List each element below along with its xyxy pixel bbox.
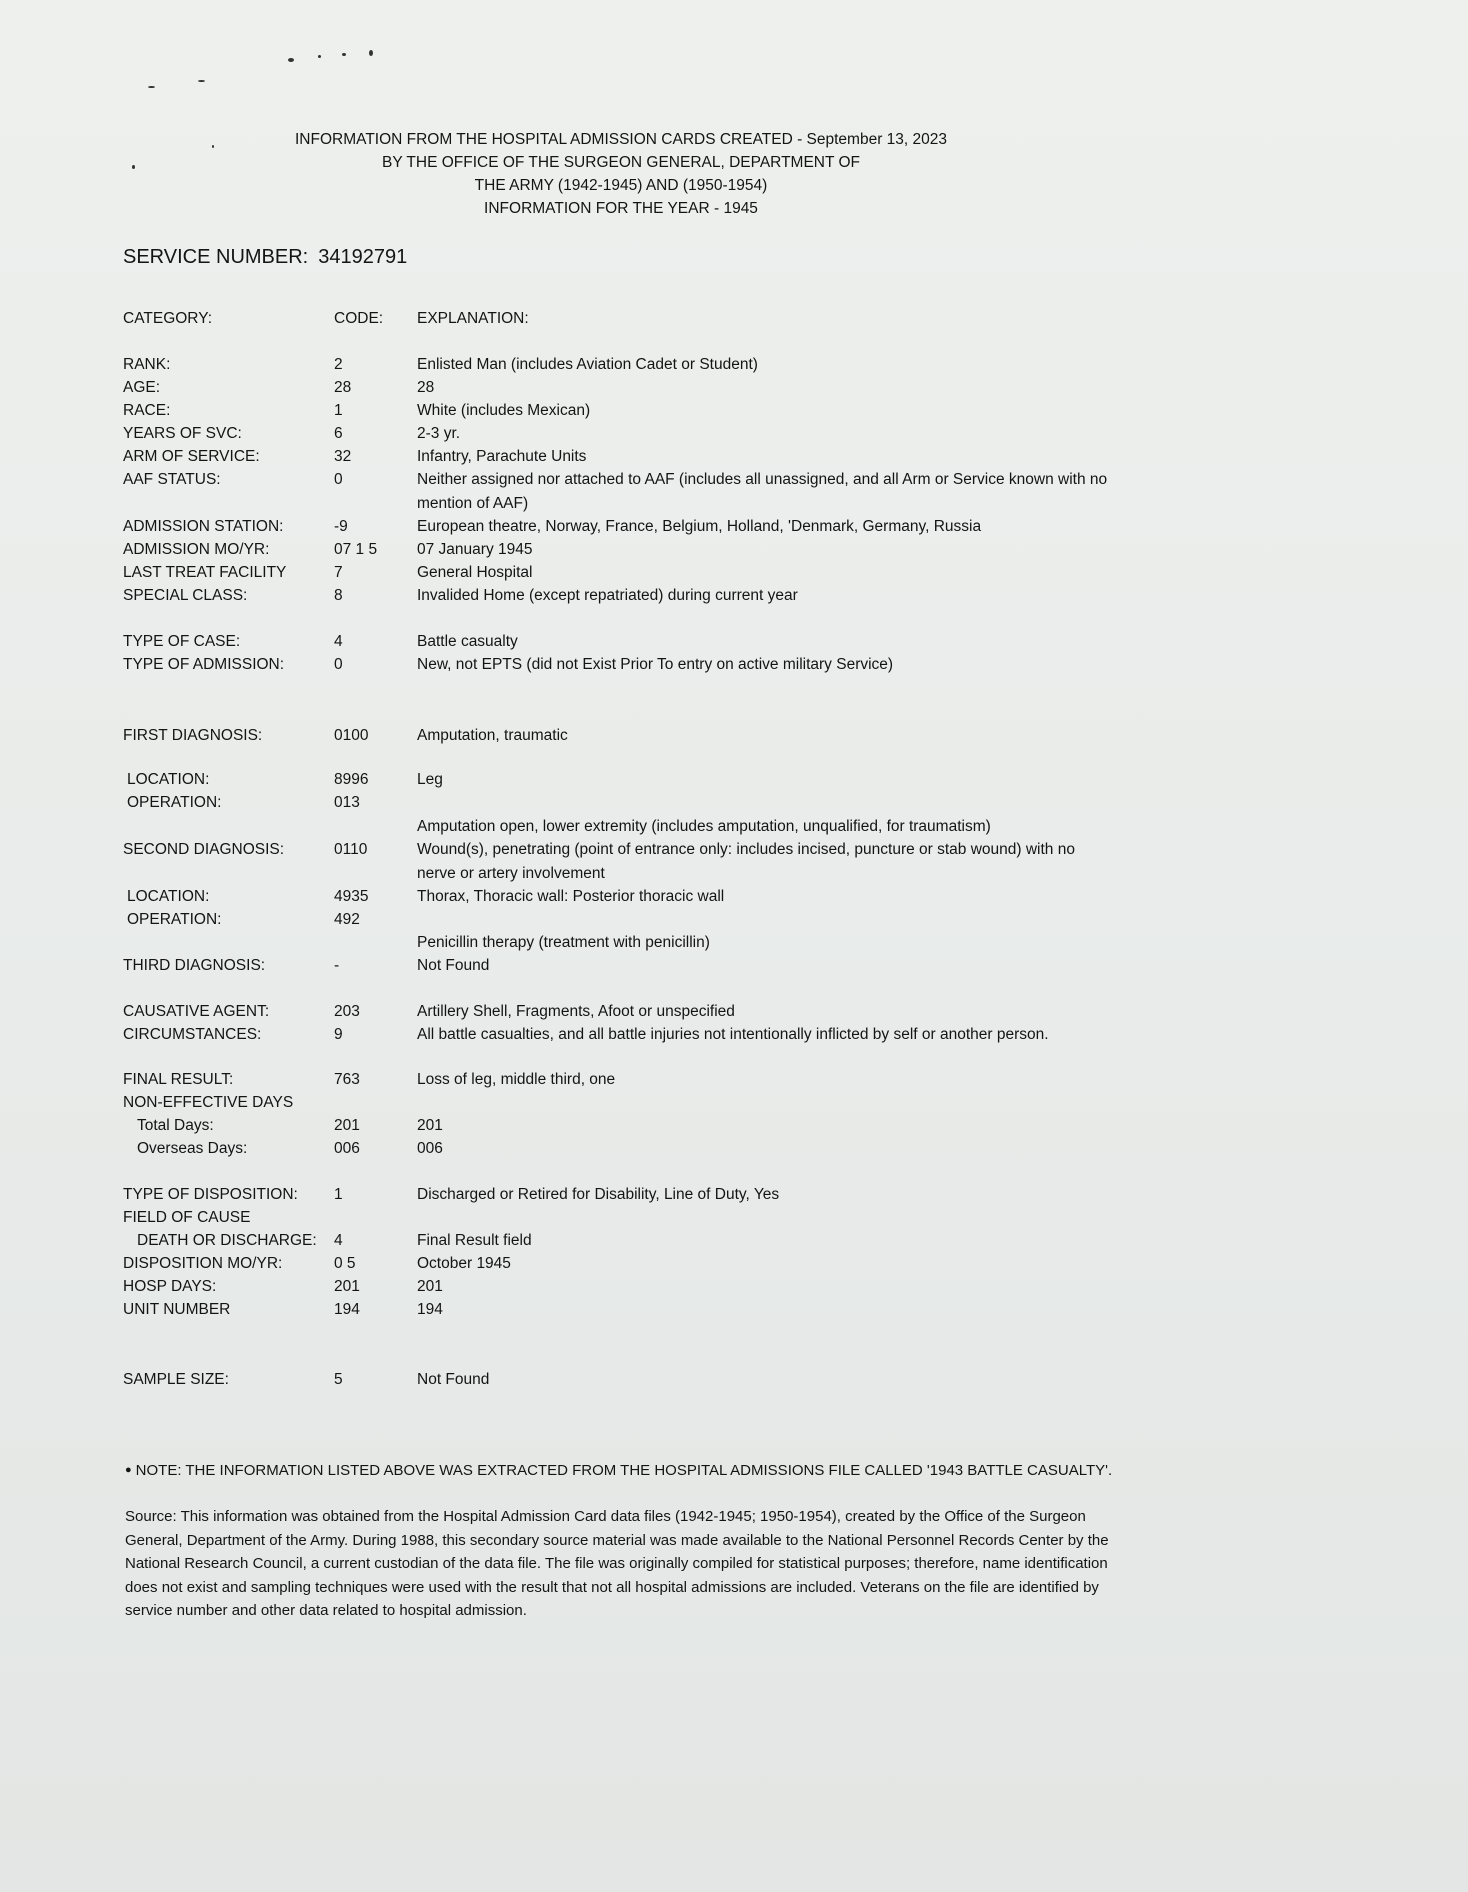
row-category: TYPE OF DISPOSITION:: [123, 1186, 298, 1203]
row-code: 5: [334, 1371, 343, 1388]
row-code: 7: [334, 564, 343, 581]
row-code: 763: [334, 1071, 360, 1088]
row-explanation: 201: [417, 1117, 443, 1134]
row-explanation: Not Found: [417, 1371, 490, 1388]
header-line: THE ARMY (1942-1945) AND (1950-1954): [474, 177, 768, 194]
row-code: 0: [334, 471, 343, 488]
row-category: UNIT NUMBER: [123, 1301, 231, 1318]
row-category: RACE:: [123, 402, 171, 419]
source-paragraph: Source: This information was obtained from the Hospital Admission Card data files (1942-1945; 1950-1954), created by the Office of the Surgeon General, Department of the Army. During 1988, this secondary source material was made available to the National Personnel Records Center by the National Research Council, a current custodian of the data file. The file was originally compiled for statistical purposes; therefore, name identification does not exist and sampling techniques were used with the result that not all hospital admissions are included. Veterans on the file are identified by service number and other data related to hospital admission.: [125, 1508, 1109, 1619]
row-explanation: Invalided Home (except repatriated) during current year: [417, 587, 798, 604]
row-category: OPERATION:: [127, 911, 222, 928]
row-code: 28: [334, 379, 352, 396]
row-category: NON-EFFECTIVE DAYS: [123, 1094, 294, 1111]
row-category: Overseas Days:: [137, 1140, 248, 1157]
row-code: 6: [334, 425, 343, 442]
row-category: AAF STATUS:: [123, 471, 221, 488]
row-explanation: Final Result field: [417, 1232, 532, 1249]
row-category: ADMISSION MO/YR:: [123, 541, 270, 558]
row-explanation: Neither assigned nor attached to AAF (includes all unassigned, and all Arm or Service known with no mention of AAF): [417, 471, 1108, 512]
row-category: HOSP DAYS:: [123, 1278, 217, 1295]
row-explanation: Thorax, Thoracic wall: Posterior thoracic wall: [417, 888, 725, 905]
row-code: 1: [334, 1186, 343, 1203]
row-explanation: European theatre, Norway, France, Belgium, Holland, 'Denmark, Germany, Russia: [417, 518, 982, 535]
row-category: ADMISSION STATION:: [123, 518, 284, 535]
category-header: CATEGORY:: [123, 310, 213, 327]
row-category: LAST TREAT FACILITY: [123, 564, 287, 581]
row-category: FINAL RESULT:: [123, 1071, 234, 1088]
row-code: 07 1 5: [334, 541, 378, 558]
row-category: Total Days:: [137, 1117, 214, 1134]
row-explanation: 194: [417, 1301, 443, 1318]
row-code: 2: [334, 356, 343, 373]
row-explanation: Wound(s), penetrating (point of entrance only: includes incised, puncture or stab wound) with no nerve or artery involvement: [417, 841, 1075, 882]
row-code: 0110: [334, 841, 368, 858]
row-code: 203: [334, 1003, 360, 1020]
row-category: RANK:: [123, 356, 171, 373]
row-explanation: Infantry, Parachute Units: [417, 448, 587, 465]
row-code: 0: [334, 656, 343, 673]
row-explanation: 07 January 1945: [417, 541, 533, 558]
footnote-text: NOTE: THE INFORMATION LISTED ABOVE WAS EXTRACTED FROM THE HOSPITAL ADMISSIONS FILE CALLED '1943 BATTLE CASUALTY'.: [135, 1462, 1113, 1479]
service-number-value: 34192791: [318, 246, 408, 268]
row-code: 9: [334, 1026, 343, 1043]
row-code: 201: [334, 1278, 360, 1295]
row-category: YEARS OF SVC:: [123, 425, 242, 442]
row-category: FIELD OF CAUSE: [123, 1209, 251, 1226]
row-category: TYPE OF ADMISSION:: [123, 656, 285, 673]
row-category: SAMPLE SIZE:: [123, 1371, 229, 1388]
row-explanation: Leg: [417, 771, 443, 788]
row-code: 492: [334, 911, 360, 928]
row-explanation: Amputation open, lower extremity (includes amputation, unqualified, for traumatism): [417, 818, 991, 835]
row-explanation: Battle casualty: [417, 633, 518, 650]
scan-speck: [318, 55, 321, 58]
row-explanation: Enlisted Man (includes Aviation Cadet or Student): [417, 356, 758, 373]
explanation-header: EXPLANATION:: [417, 310, 529, 327]
row-code: 4: [334, 1232, 343, 1249]
scan-speck: [288, 58, 294, 62]
service-number-label: SERVICE NUMBER:: [123, 246, 309, 268]
row-explanation: 2-3 yr.: [417, 425, 461, 442]
header-line: INFORMATION FROM THE HOSPITAL ADMISSION CARDS CREATED - September 13, 2023: [295, 131, 947, 148]
row-category: THIRD DIAGNOSIS:: [123, 957, 266, 974]
row-code: 013: [334, 794, 360, 811]
row-explanation: Loss of leg, middle third, one: [417, 1071, 616, 1088]
row-explanation: 006: [417, 1140, 443, 1157]
row-category: CIRCUMSTANCES:: [123, 1026, 262, 1043]
row-category: LOCATION:: [127, 888, 210, 905]
row-code: 194: [334, 1301, 360, 1318]
code-header: CODE:: [334, 310, 384, 327]
row-code: 32: [334, 448, 352, 465]
row-explanation: Not Found: [417, 957, 490, 974]
row-category: OPERATION:: [127, 794, 222, 811]
scan-speck: [148, 86, 155, 88]
row-code: 006: [334, 1140, 360, 1157]
row-explanation: 28: [417, 379, 435, 396]
row-explanation: Amputation, traumatic: [417, 727, 568, 744]
row-category: LOCATION:: [127, 771, 210, 788]
row-code: 0 5: [334, 1255, 356, 1272]
row-category: FIRST DIAGNOSIS:: [123, 727, 263, 744]
row-explanation: Artillery Shell, Fragments, Afoot or unspecified: [417, 1003, 735, 1020]
scan-speck: [198, 80, 205, 82]
row-category: CAUSATIVE AGENT:: [123, 1003, 270, 1020]
header-line: INFORMATION FOR THE YEAR - 1945: [484, 200, 758, 217]
row-explanation: New, not EPTS (did not Exist Prior To entry on active military Service): [417, 656, 894, 673]
row-explanation: October 1945: [417, 1255, 511, 1272]
row-explanation: All battle casualties, and all battle injuries not intentionally inflicted by self or another person.: [417, 1026, 1049, 1043]
bullet-icon: ●: [125, 1464, 132, 1476]
row-code: 4935: [334, 888, 369, 905]
row-category: ARM OF SERVICE:: [123, 448, 260, 465]
row-category: AGE:: [123, 379, 161, 396]
row-code: -9: [334, 518, 348, 535]
row-explanation: 201: [417, 1278, 443, 1295]
row-code: 1: [334, 402, 343, 419]
row-code: 8: [334, 587, 343, 604]
service-number: [123, 246, 407, 269]
scan-speck: [369, 50, 373, 56]
row-category: DISPOSITION MO/YR:: [123, 1255, 283, 1272]
footnote: [125, 1462, 1112, 1479]
row-explanation: Discharged or Retired for Disability, Line of Duty, Yes: [417, 1186, 780, 1203]
row-code: 201: [334, 1117, 360, 1134]
row-code: 4: [334, 633, 343, 650]
row-code: 8996: [334, 771, 369, 788]
row-code: -: [334, 957, 340, 974]
scan-speck: [342, 53, 346, 56]
document-header: [0, 128, 1242, 220]
row-category: SECOND DIAGNOSIS:: [123, 841, 285, 858]
row-category: DEATH OR DISCHARGE:: [137, 1232, 317, 1249]
row-category: TYPE OF CASE:: [123, 633, 241, 650]
header-line: BY THE OFFICE OF THE SURGEON GENERAL, DEPARTMENT OF: [382, 154, 860, 171]
row-explanation: General Hospital: [417, 564, 533, 581]
row-explanation: White (includes Mexican): [417, 402, 591, 419]
row-code: 0100: [334, 727, 369, 744]
row-category: SPECIAL CLASS:: [123, 587, 248, 604]
row-explanation: Penicillin therapy (treatment with penicillin): [417, 934, 710, 951]
